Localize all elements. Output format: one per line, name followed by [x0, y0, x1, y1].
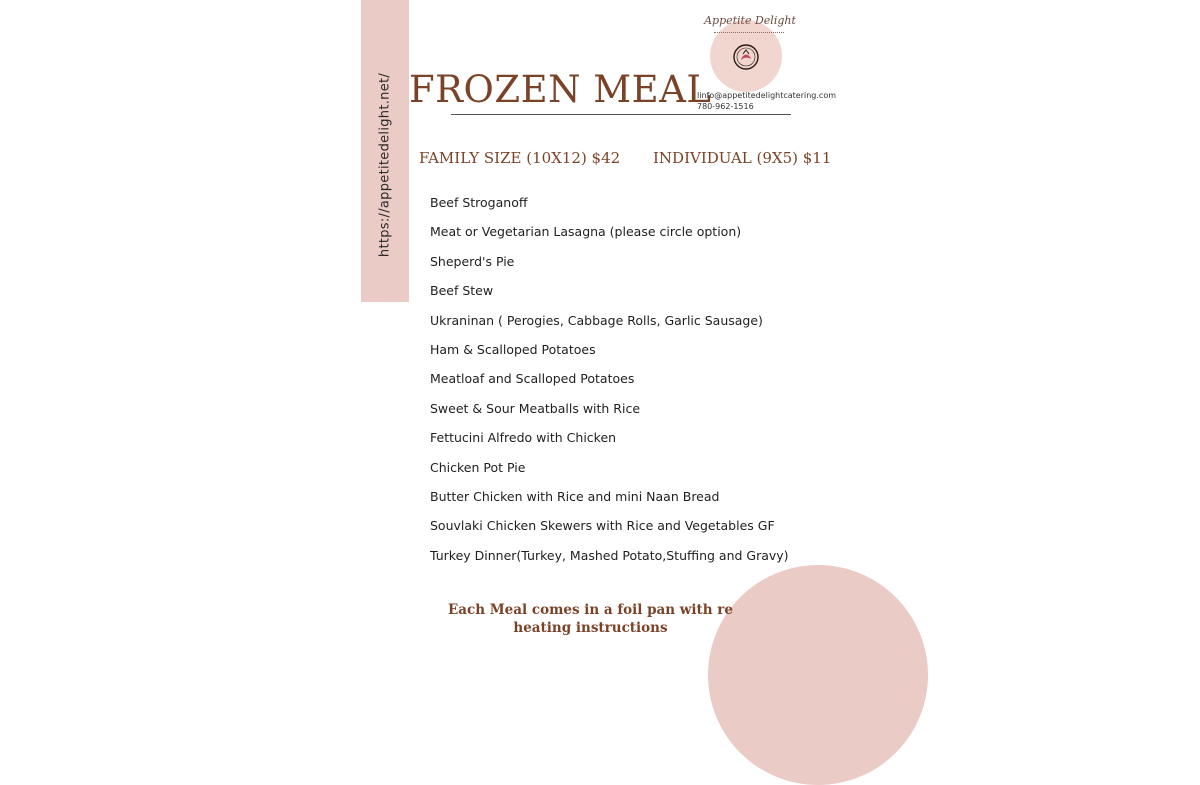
logo-tagline-line: [714, 32, 784, 34]
meal-list: [430, 188, 789, 570]
decorative-circle: [708, 565, 928, 785]
reheating-note: Each Meal comes in a foil pan with re heating instructions: [447, 602, 734, 636]
meal-item: Ham & Scalloped Potatoes: [430, 341, 596, 357]
meal-item: Meatloaf and Scalloped Potatoes: [430, 371, 635, 387]
meal-item: Beef Stew: [430, 283, 494, 299]
meal-item: Meat or Vegetarian Lasagna (please circle option): [430, 224, 742, 240]
logo-wordmark: Appetite Delight: [704, 14, 796, 27]
meal-item: Fettucini Alfredo with Chicken: [430, 430, 617, 446]
meal-item: Ukraninan ( Perogies, Cabbage Rolls, Garlic Sausage): [430, 312, 763, 328]
meal-item: Butter Chicken with Rice and mini Naan Bread: [430, 488, 720, 504]
family-size-price: FAMILY SIZE (10X12) $42: [419, 149, 621, 167]
meal-item: Turkey Dinner(Turkey, Mashed Potato,Stuffing and Gravy): [430, 547, 789, 563]
contact-phone[interactable]: 780-962-1516: [697, 102, 754, 111]
meal-item: Chicken Pot Pie: [430, 459, 526, 475]
brand-logo: [700, 12, 800, 92]
meal-item: Beef Stroganoff: [430, 195, 528, 210]
meal-item: Sweet & Sour Meatballs with Rice: [430, 400, 641, 416]
contact-info: [697, 90, 836, 112]
logo-emblem-icon: [731, 42, 761, 72]
individual-size-price: INDIVIDUAL (9X5) $11: [653, 149, 832, 167]
contact-email[interactable]: linfo@appetitedelightcatering.com: [697, 91, 837, 100]
page-title: FROZEN MEAL: [409, 68, 712, 111]
title-divider: [451, 114, 791, 115]
meal-item: Souvlaki Chicken Skewers with Rice and Vegetables GF: [430, 518, 775, 534]
meal-item: Sheperd's Pie: [430, 253, 515, 269]
website-url[interactable]: https://appetitedelight.net/: [377, 72, 393, 258]
